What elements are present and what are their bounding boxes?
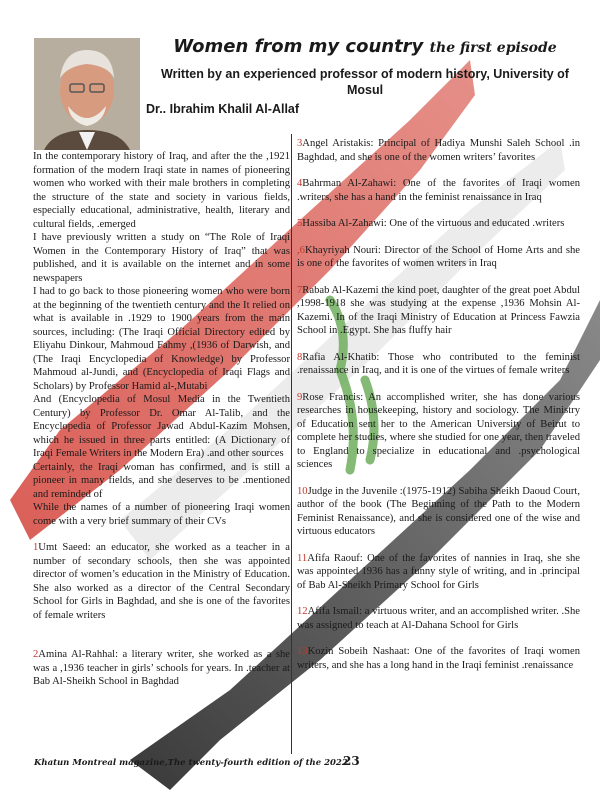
entry-number: 11	[297, 552, 308, 564]
author-name: Dr.. Ibrahim Khalil Al-Allaf	[146, 102, 300, 116]
intro-paragraph: In the contemporary history of Iraq, and after the the ,1921 formation of the modern Iraqi state in names of pioneering women who worked with their male brothers in completing the structure of the state and society in various fields, especially educational, administrative, health, literary and cultural fields, .emerged	[33, 151, 290, 230]
intro-paragraph: I had to go back to those pioneering women who were born at the beginning of the twentieth century and the It relied on what is available in .1929 to 1900 years from the main sources, including: (The Iraqi Official Directory edited by Eliyahu Dinkour, Mahmoud Fahmy ,(1936 of Darwish, and (The Iraqi Encyclopedia of Knowledge) by Professor Mahmoud al-Jundi, and (Encyclopedia of Iraqi Flags and Scholars) by Professor Hamid al-,Mutabi	[33, 286, 290, 392]
article-title	[150, 36, 580, 57]
biography-entry	[297, 485, 580, 539]
entry-text: Afifa Raouf: One of the favorites of nannies in Iraq, she she was appointed 1936 has a funny style of writing, and in .principal of Bab Al-Sheikh Primary School for Girls	[297, 552, 580, 591]
magazine-footer: Khatun Montreal magazine,The twenty-fourth edition of the 2022	[34, 758, 348, 768]
entry-number: 8	[297, 351, 303, 363]
biography-entry	[33, 648, 290, 689]
intro-paragraph: And (Encyclopedia of Mosul Media in the Twentieth Century) by Professor Dr. Omar Al-Talib, and the Encyclopedia of Professor Jawad Abdul-Kazim Mohsen, which he issued in three parts entitled: (A Dictionary of Iraqi Female Writers in the Modern Era) .and other sources	[33, 394, 290, 459]
entry-text: Afifa Ismail: a virtuous writer, and an accomplished writer. .She was assigned to teach at Al-Dahana School for Girls	[297, 606, 580, 631]
entry-number: 5	[297, 218, 303, 229]
entry-text: Rabab Al-Kazemi the kind poet, daughter of the great poet Abdul ,1998-1918 she was studying at the expense ,1936 Mohsin Al-Kazemi. In of the Iraqi Ministry of Education at Princess Fawzia School in .Egypt. She has fluffy hair	[297, 284, 580, 336]
article-subtitle: Written by an experienced professor of modern history, University of Mosul	[161, 67, 569, 97]
biography-entry	[297, 284, 580, 338]
entry-number: 3	[297, 138, 303, 149]
entry-number: ,6	[297, 244, 305, 256]
entry-text: Rafia Al-Khatib: Those who contributed to the feminist .renaissance in Iraq, and it is one of the virtues of female writers	[297, 351, 580, 376]
biography-entry	[297, 137, 580, 164]
author-portrait	[34, 38, 140, 150]
entry-text: Angel Aristakis: Principal of Hadiya Munshi Saleh School .in Baghdad, and she is one of the women writers’ favorites	[297, 138, 580, 163]
biography-entry	[297, 645, 580, 672]
entry-number: 7	[297, 284, 303, 296]
entry-number: 9	[297, 391, 303, 403]
right-column	[297, 137, 580, 685]
entry-text: Judge in the Juvenile :(1975-1912) Sabiha Sheikh Daoud Court, author of the book (The Beginning of the Path to the Modern Feminist Renaissance), and she is considered one of the wise and virtuous educators	[297, 485, 580, 537]
biography-entry	[297, 244, 580, 271]
entry-text: Khayriyah Nouri: Director of the School of Home Arts and she is one of the favorites of women writers in Iraq	[297, 244, 580, 269]
column-divider	[291, 134, 292, 754]
title-episode: the first episode	[429, 40, 557, 56]
biography-entry	[297, 391, 580, 472]
intro-paragraph: I have previously written a study on “The Role of Iraqi Women in the Contemporary History of Iraq” that was published, and it is available on the internet and in some newspapers	[33, 232, 290, 284]
entry-text: Amina Al-Rahhal: a literary writer, she worked as a she was a ,1936 teacher in girls’ schools for years. In .teacher at Bab Al-Sheikh School in Baghdad	[33, 649, 290, 687]
biography-entry	[297, 605, 580, 632]
biography-entry	[297, 351, 580, 378]
entry-number: 10	[297, 485, 308, 497]
entry-text: Rose Francis: An accomplished writer, she has done various researches in housekeeping, history and sociology. The Ministry of Education sent her to the American University of Beirut to complete her studies, where she studied for one year, then traveled to England to specialize in educational and .psychological sciences	[297, 391, 580, 470]
entry-number: 4	[297, 178, 303, 189]
biography-entry	[297, 217, 580, 231]
entry-number: 1	[33, 542, 39, 553]
entry-text: Umt Saeed: an educator, she worked as a teacher in a number of secondary schools, then she was appointed director of women’s education in the Ministry of Education. She also worked as a director of the Central Secondary School for Girls in Baghdad, and she is one of the favorites of female writers	[33, 542, 290, 621]
entry-number: 2	[33, 649, 39, 660]
entry-text: Bahrman Al-Zahawi: One of the favorites of Iraqi women .writers, she has a hand in the feminist renaissance in Iraq	[297, 178, 580, 203]
title-main: Women from my country	[173, 36, 424, 57]
biography-entry	[297, 552, 580, 593]
biography-entry	[297, 177, 580, 204]
entry-text: Hassiba Al-Zahawi: One of the virtuous and educated .writers	[302, 218, 565, 229]
left-column	[33, 150, 290, 702]
intro-paragraph: While the names of a number of pioneering Iraqi women come with a very brief summary of their CVs	[33, 502, 290, 527]
entry-number: 12	[297, 606, 308, 617]
intro-paragraph: Certainly, the Iraqi woman has confirmed, and is still a pioneer in many fields, and she deserves to be .mentioned and reminded of	[33, 461, 290, 500]
entry-number: 13	[297, 646, 308, 657]
entry-text: Kozin Sobeih Nashaat: One of the favorites of Iraqi women writers, and she has a long hand in the Iraqi feminist .renaissance	[297, 646, 580, 671]
page-number: 23	[343, 754, 360, 768]
biography-entry	[33, 541, 290, 622]
